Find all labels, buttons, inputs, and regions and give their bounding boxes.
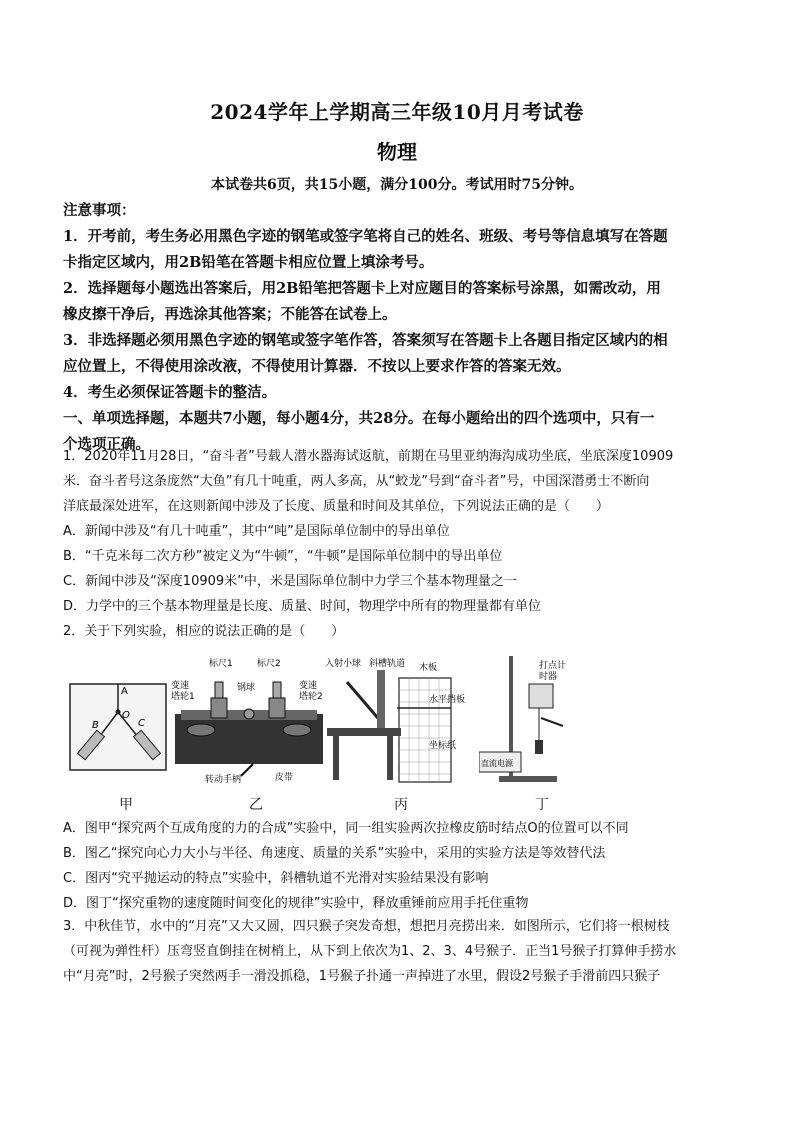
section-heading: 一、单项选择题，本题共7小题，每小题4分，共28分。在每小题给出的四个选项中，只有一	[63, 410, 655, 427]
notice-section	[63, 198, 733, 458]
label-board: 木板	[419, 663, 438, 673]
q1-stem-line: 米．奋斗者号这条庞然“大鱼”有几十吨重，两人多高，从“蛟龙”号到“奋斗者”号，中国深潜勇士不断向	[63, 474, 650, 489]
figure-ding	[479, 654, 569, 786]
q3-stem-line: 3．中秋佳节，水中的“月亮”又大又圆，四只猴子突发奇想，想把月亮捞出来．如图所示，它们将一根树枝	[63, 919, 670, 934]
q3-stem-line: （可视为弹性杆）压弯竖直倒挂在树梢上，从下到上依次为1、2、3、4号猴子．正当1号猴子打算伸手捞水	[63, 944, 677, 959]
q2-stem: 2．关于下列实验，相应的说法正确的是（ ）	[63, 624, 345, 639]
q2-option-d: D．图丁“探究重物的速度随时间变化的规律”实验中，释放重锤前应用手托住重物	[63, 896, 529, 911]
label-ruler2: 标尺2	[257, 659, 281, 669]
label-belt: 皮带	[275, 773, 294, 783]
label-o: O	[122, 710, 130, 721]
label-timer2: 时器	[539, 672, 558, 682]
exam-subject: 物理	[377, 140, 417, 164]
q2-options	[63, 816, 733, 916]
label-plate: 水平挡板	[429, 695, 466, 705]
label-timer1: 打点计	[539, 661, 567, 671]
label-ball: 钢球	[237, 683, 256, 693]
label-wheel1b: 塔轮1	[171, 692, 195, 702]
figure-caption-bing: 丙	[394, 797, 408, 813]
label-wheel1: 变速	[171, 681, 190, 691]
notice-line: 4．考生必须保证答题卡的整洁。	[63, 384, 277, 401]
q1-option-b: B．“千克米每二次方秒”被定义为“牛顿”，“牛顿”是国际单位制中的导出单位	[63, 549, 503, 564]
q2-option-c: C．图丙“究平抛运动的特点”实验中，斜槽轨道不光滑对实验结果没有影响	[63, 871, 489, 886]
label-ruler1: 标尺1	[209, 659, 233, 669]
figure-caption-yi: 乙	[249, 797, 263, 813]
label-paper: 坐标纸	[429, 741, 457, 751]
label-b: B	[92, 720, 99, 731]
notice-line: 1．开考前，考生务必用黑色字迹的钢笔或签字笔将自己的姓名、班级、考号等信息填写在答题	[63, 228, 668, 245]
section-heading: 个选项正确。	[63, 436, 150, 453]
figure-caption-jia: 甲	[119, 797, 133, 813]
figure-caption-ding: 丁	[535, 797, 549, 813]
notice-line: 应位置上，不得使用涂改液，不得使用计算器．不按以上要求作答的答案无效。	[63, 358, 571, 375]
question-3	[63, 914, 733, 989]
label-incident-ball: 入射小球	[325, 659, 362, 669]
q1-option-c: C．新闻中涉及“深度10909米”中，米是国际单位制中力学三个基本物理量之一	[63, 574, 517, 589]
label-wheel2b: 塔轮2	[299, 692, 323, 702]
q2-option-a: A．图甲“探究两个互成角度的力的合成”实验中，同一组实验两次拉橡皮筋时结点O的位置可以不同	[63, 821, 629, 836]
label-handle: 转动手柄	[205, 775, 242, 785]
notice-heading: 注意事项：	[63, 202, 136, 219]
figure-jia	[68, 654, 170, 774]
label-a: A	[121, 686, 128, 697]
q1-option-d: D．力学中的三个基本物理量是长度、质量、时间，物理学中所有的物理量都有单位	[63, 599, 542, 614]
figure-yi	[171, 654, 327, 786]
q2-figures	[63, 654, 733, 814]
notice-line: 3．非选择题必须用黑色字迹的钢笔或签字笔作答，答案须写在答题卡上各题目指定区域内的相	[63, 332, 668, 349]
q1-stem-line: 1．2020年11月28日，“奋斗者”号载人潜水器海试返航，前期在马里亚纳海沟成功坐底，坐底深度10909	[63, 449, 674, 464]
question-1	[63, 444, 733, 644]
q1-option-a: A．新闻中涉及“有几十吨重”，其中“吨”是国际单位制中的导出单位	[63, 524, 450, 539]
notice-line: 卡指定区域内，用2B铅笔在答题卡相应位置上填涂考号。	[63, 254, 434, 271]
label-c: C	[138, 718, 145, 729]
q3-stem-line: 中“月亮”时，2号猴子突然两手一滑没抓稳，1号猴子扑通一声掉进了水里，假设2号猴子手滑前四只猴子	[63, 969, 661, 984]
exam-info: 本试卷共6页，共15小题，满分100分。考试用时75分钟。	[211, 177, 583, 193]
label-power: 直流电源	[481, 759, 513, 768]
figure-bing	[325, 654, 479, 784]
q2-option-b: B．图乙“探究向心力大小与半径、角速度、质量的关系”实验中，采用的实验方法是等效替代法	[63, 846, 606, 861]
notice-line: 橡皮擦干净后，再选涂其他答案；不能答在试卷上。	[63, 306, 397, 323]
label-wheel2: 变速	[299, 681, 318, 691]
label-track: 斜槽轨道	[369, 659, 406, 669]
q1-stem-line: 洋底最深处进军，在这则新闻中涉及了长度、质量和时间及其单位，下列说法正确的是（ ）	[63, 499, 610, 514]
notice-line: 2．选择题每小题选出答案后，用2B铅笔把答题卡上对应题目的答案标号涂黑，如需改动，用	[63, 280, 661, 297]
exam-title: 2024学年上学期高三年级10月月考试卷	[210, 100, 584, 124]
